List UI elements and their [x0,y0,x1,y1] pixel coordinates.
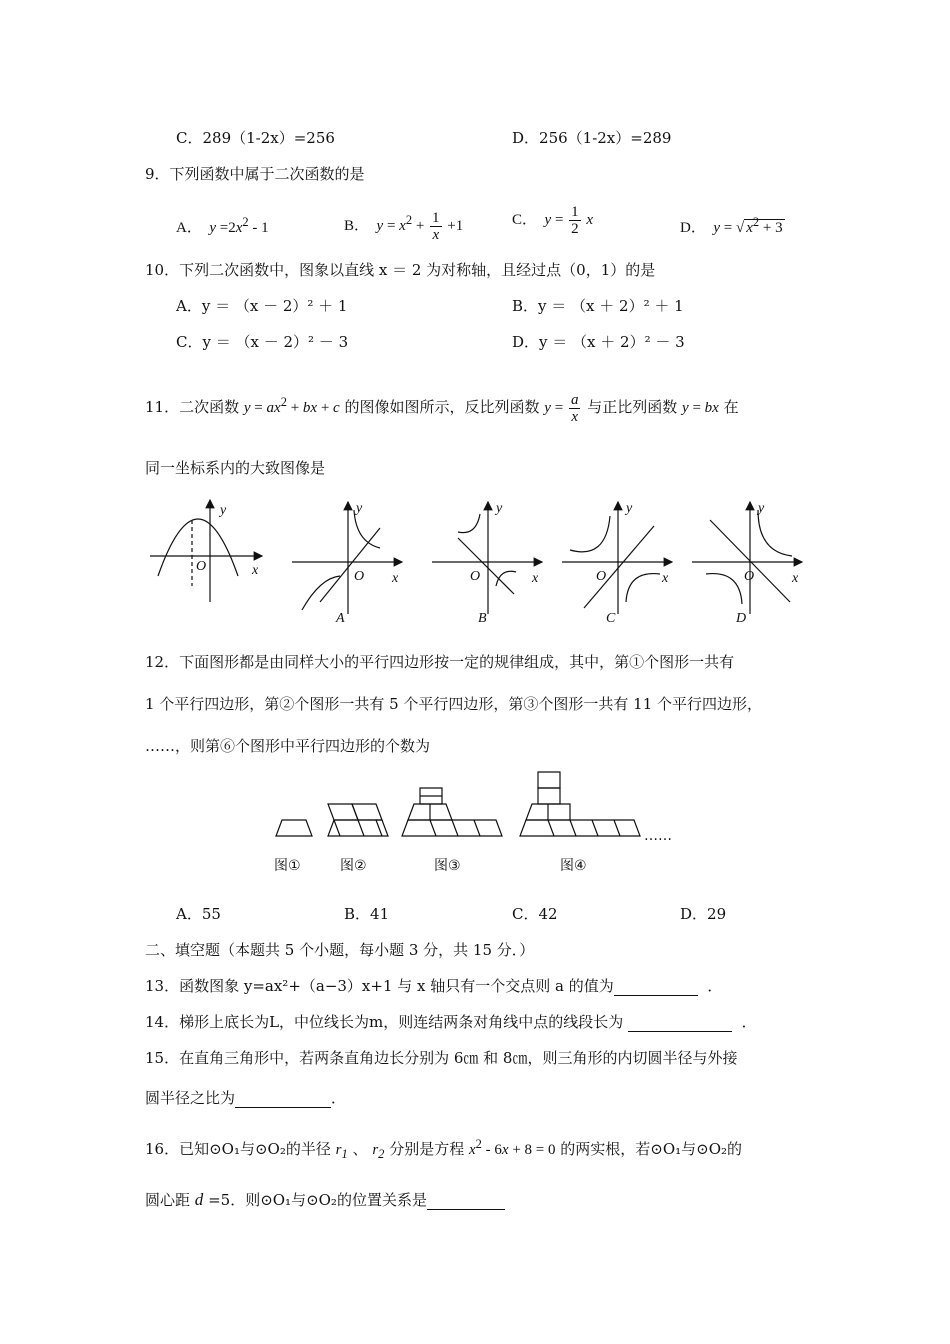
caption-fig3: 图③ [434,858,461,874]
graph-a-label: A [336,611,345,626]
q10-option-d: D．y ＝ （x ＋ 2）² － 3 [512,333,685,351]
caption-fig1: 图① [274,858,301,874]
q10-option-c: C．y ＝ （x － 2）² － 3 [176,333,349,351]
parabola-graph [150,500,262,602]
graphA-y-label: y [356,501,363,516]
q9-stem: 9．下列函数中属于二次函数的是 [145,165,365,183]
graphC-y-label: y [626,501,633,516]
q16-line1: 16．已知⊙O₁与⊙O₂的半径 $r_1$ 、 $r_2$ 分别是方程 $x^2 - 6x + 8 = 0$ 的两实根，若⊙O₁与⊙O₂的 [145,1137,743,1161]
graphD-x-label: x [792,571,799,586]
q12-line2: 1 个平行四边形，第②个图形一共有 5 个平行四边形，第③个图形一共有 11 个平行四边形， [145,695,763,713]
q15-line2: 圆半径之比为 ． [145,1089,347,1107]
graphB-y-label: y [496,501,503,516]
q16-line2: 圆心距 d =5．则⊙O₁与⊙O₂的位置关系是 [145,1190,505,1210]
q11-graphs [140,490,820,630]
graph-b [432,502,542,614]
q10-option-a: A．y ＝ （x － 2）² ＋ 1 [176,297,348,315]
graph-d [692,502,802,614]
section2-heading: 二、填空题（本题共 5 个小题，每小题 3 分，共 15 分．） [145,941,535,959]
caption-fig2: 图② [340,858,367,874]
graphB-origin: O [470,569,481,584]
q12-ellipsis: …… [644,828,672,844]
q10-option-b: B．y ＝ （x ＋ 2）² ＋ 1 [512,297,684,315]
graphD-origin: O [744,569,755,584]
caption-fig4: 图④ [560,858,587,874]
q12-option-d: D．29 [680,905,727,923]
graph0-origin: O [196,559,207,574]
q9-option-b: B． $y = x^2$ + $\frac{1}{x}$ +1 [344,210,464,244]
q10-stem: 10．下列二次函数中，图象以直线 x ＝ 2 为对称轴，且经过点（0，1）的是 [145,261,656,279]
q14-answer-blank[interactable] [628,1015,732,1032]
q12-option-a: A．55 [176,905,221,923]
q9-option-d: D． y = √ $x^2 + 3$ [680,215,783,236]
q12-option-c: C．42 [512,905,558,923]
graph-d-label: D [736,611,747,626]
graph-c [562,502,672,614]
q8-option-c: C．289（1-2x）=256 [176,129,335,147]
q15-line1: 15．在直角三角形中，若两条直角边长分别为 6㎝ 和 8㎝，则三角形的内切圆半径与外接 [145,1049,738,1067]
q12-parallelogram-figures [270,770,690,880]
graphC-origin: O [596,569,607,584]
graph-c-label: C [606,611,616,626]
q11-stem: 11．二次函数 $y = ax^2$ + bx + c 的图像如图所示，反比列函数 y = $\frac{a}{x}$ 与正比列函数 y = bx 在 [145,392,739,426]
graphA-x-label: x [392,571,399,586]
q15-answer-blank[interactable] [235,1091,331,1108]
q12-line3: ……，则第⑥个图形中平行四边形的个数为 [145,737,431,755]
graphC-x-label: x [662,571,669,586]
q12-line1: 12．下面图形都是由同样大小的平行四边形按一定的规律组成，其中，第①个图形一共有 [145,653,735,671]
q9-option-a: A． $y =2x^2 - 1$ [176,215,269,236]
q11-line2: 同一坐标系内的大致图像是 [145,459,326,477]
fig3 [402,788,502,836]
fig2 [328,804,388,836]
fig4 [520,772,640,836]
graph-b-label: B [478,611,487,626]
q9-option-c: C． y = $\frac{1}{2}$ x [512,204,594,238]
q8-option-d: D．256（1-2x）=289 [512,129,672,147]
graph0-x-label: x [252,563,259,578]
q14: 14．梯形上底长为L，中位线长为m，则连结两条对角线中点的线段长为 ． [145,1013,757,1031]
graphB-x-label: x [532,571,539,586]
q13-answer-blank[interactable] [614,979,698,996]
fig1 [276,820,312,836]
q16-answer-blank[interactable] [427,1193,505,1210]
q13: 13．函数图象 y=ax²+（a−3）x+1 与 x 轴只有一个交点则 a 的值为 ． [145,977,723,995]
q12-option-b: B．41 [344,905,390,923]
graphA-origin: O [354,569,365,584]
graph0-y-label: y [220,503,227,518]
graph-a [292,502,402,614]
graphD-y-label: y [758,501,765,516]
